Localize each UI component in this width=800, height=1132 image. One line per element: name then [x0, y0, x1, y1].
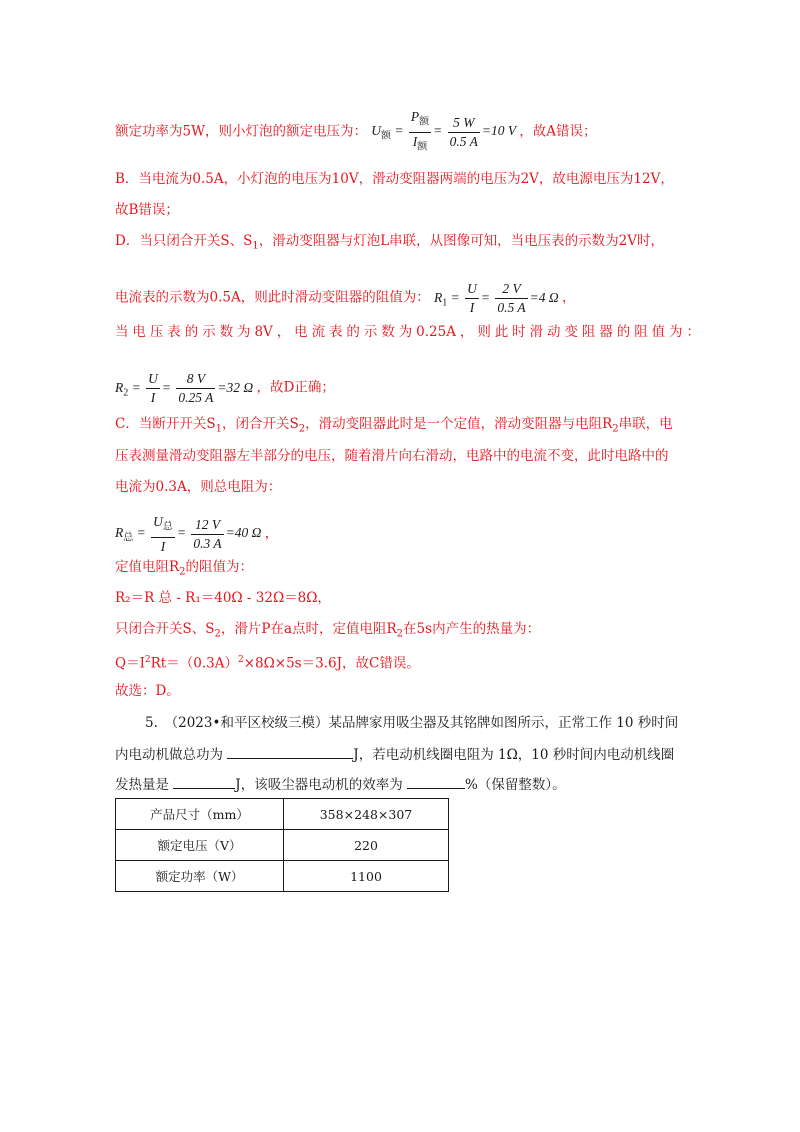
- option-d-line-4: $R_2$ = $\frac{U}{I}$ = $\frac{8 V}{0.25 A}$ =32 Ω ，故D正确；: [115, 371, 335, 405]
- answer-blank-heat[interactable]: [173, 774, 235, 789]
- table-row: [116, 830, 449, 861]
- conclusion-line: 故选：D。: [115, 683, 180, 699]
- option-d-line-1: D．当只闭合开关S、$S_1$，滑动变阻器与灯泡L串联，从图像可知，当电压表的示数为2V时，: [115, 233, 665, 252]
- option-c-line-8: $Q=I^2Rt=(0.3A)^2\times 8\Omega\times 5s=3.6J$，故C错误。: [115, 655, 420, 672]
- option-c-line-4: $R_总$ = $\frac{U_总}{I}$ = $\frac{12 V}{0.3 A}$ =40 Ω ，: [115, 514, 279, 554]
- answer-blank-efficiency[interactable]: [407, 774, 465, 789]
- answer-line-1: 额定功率为5W，则小灯泡的额定电压为： $U_额$ = $\frac{P_额}{I_额}$ = $\frac{5 W}{0.5 A}$ =10 V ，故A错误；: [115, 109, 597, 153]
- question-5-line-3: 发热量是 J，该吸尘器电动机的效率为 %（保留整数）。: [115, 774, 566, 795]
- question-5-line-1: 5. （2023•和平区校级三模）某品牌家用吸尘器及其铭牌如图所示，正常工作 10 秒时间: [145, 715, 679, 731]
- option-d-line-3: 当电压表的示数为8V，电流表的示数为0.25A，则此时滑动变阻器的阻值为：: [115, 324, 700, 340]
- option-c-line-5: 定值电阻$R_2$的阻值为：: [115, 559, 254, 578]
- table-cell-value: 220: [284, 830, 449, 861]
- table-row: [116, 861, 449, 892]
- table-cell-value: 358×248×307: [284, 799, 449, 830]
- nameplate-table: [115, 798, 449, 892]
- table-row: [116, 799, 449, 830]
- option-c-line-1: C．当断开开关$S_1$，闭合开关$S_2$，滑动变阻器此时是一个定值，滑动变阻器与电阻$R_2$串联，电: [115, 416, 673, 435]
- rated-voltage-equation: $U_额$ = $\frac{P_额}{I_额}$ = $\frac{5 W}{0.5 A}$ =10 V: [371, 109, 516, 153]
- option-c-line-7: 只闭合开关S、$S_2$，滑片P在a点时，定值电阻$R_2$在5s内产生的热量为：: [115, 621, 541, 640]
- table-cell-label: 额定电压（V）: [116, 830, 284, 861]
- r1-equation: $R_1$ = $\frac{U}{I}$ = $\frac{2 V}{0.5 A}$ =4 Ω: [434, 281, 559, 315]
- answer-text: 额定功率为5W，则小灯泡的额定电压为：: [115, 123, 367, 140]
- option-c-line-2: 压表测量滑动变阻器左半部分的电压，随着滑片向右滑动，电路中的电流不变，此时电路中的: [115, 448, 669, 464]
- table-cell-label: 产品尺寸（mm）: [116, 799, 284, 830]
- answer-blank-work[interactable]: [227, 744, 353, 759]
- option-d-line-2: 电流表的示数为0.5A，则此时滑动变阻器的阻值为： $R_1$ = $\frac{U}{I}$ = $\frac{2 V}{0.5 A}$ =4 Ω ，: [115, 281, 576, 315]
- total-resistance-equation: $R_总$ = $\frac{U_总}{I}$ = $\frac{12 V}{0.3 A}$ =40 Ω: [115, 514, 262, 554]
- table-cell-label: 额定功率（W）: [116, 861, 284, 892]
- option-b-line-1: B．当电流为0.5A，小灯泡的电压为10V，滑动变阻器两端的电压为2V，故电源电压为12V，: [115, 171, 674, 187]
- table-cell-value: 1100: [284, 861, 449, 892]
- option-b-line-2: 故B错误；: [115, 202, 179, 218]
- option-c-line-6: R₂＝R 总 - R₁＝40Ω - 32Ω＝8Ω，: [115, 590, 331, 606]
- r2-equation: $R_2$ = $\frac{U}{I}$ = $\frac{8 V}{0.25 A}$ =32 Ω: [115, 371, 254, 405]
- option-c-line-3: 电流为0.3A，则总电阻为：: [115, 479, 282, 495]
- question-5-line-2: 内电动机做总功为 J，若电动机线圈电阻为 1Ω，10 秒时间内电动机线圈: [115, 744, 674, 765]
